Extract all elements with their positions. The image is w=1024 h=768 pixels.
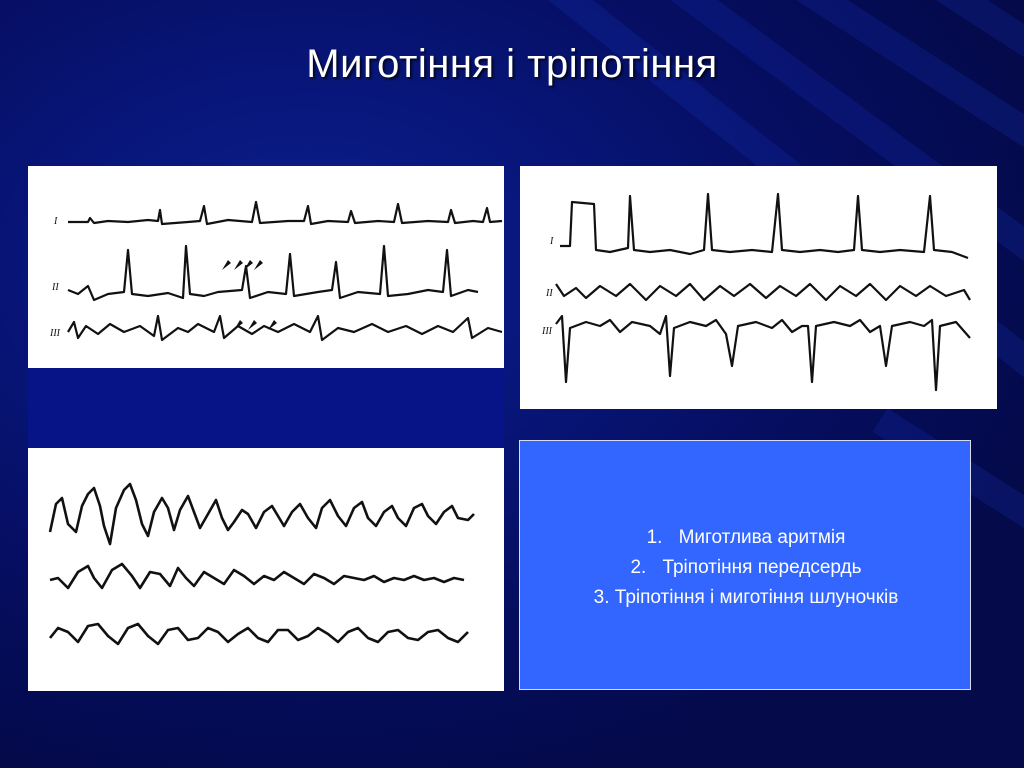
legend-text: Тріпотіння передсердь [662,557,862,578]
legend-item-atrial-fibrillation [520,523,972,553]
ecg-trace-lead-3 [68,316,502,340]
svg-text:III: III [542,326,552,337]
ecg-trace-2 [50,564,464,588]
ecg-atrial-flutter [520,166,997,409]
slide-title: Миготіння і тріпотіння [306,42,718,86]
lead-labels [49,216,61,339]
svg-text:II: II [52,282,59,293]
ecg-trace-lead-2 [68,246,478,300]
svg-text:II: II [546,288,553,299]
legend-number: 3. [593,587,610,608]
svg-text:I: I [54,216,58,227]
ecg-atrial-fibrillation [28,166,504,368]
ecg-trace-1 [50,484,474,544]
legend-item-ventricular-flutter-fibrillation [520,583,972,613]
legend-text: Миготлива аритмія [678,527,846,548]
ecg-trace-3 [50,624,468,644]
legend-list [520,523,972,613]
ecg-ventricular-flutter-fibrillation [28,448,504,691]
legend-text: Тріпотіння і миготіння шлуночків [614,587,899,608]
legend-item-atrial-flutter [520,553,972,583]
legend-number: 2. [630,557,647,578]
legend-box [519,440,971,690]
decorative-band [28,368,504,448]
ecg-trace-lead-2 [556,284,970,300]
lead-labels [541,236,554,337]
ecg-trace-lead-1 [68,202,502,224]
svg-text:I: I [550,236,554,247]
legend-number: 1. [646,527,663,548]
ecg-trace-lead-1 [560,194,968,258]
svg-text:III: III [50,328,60,339]
ecg-trace-lead-3 [556,316,970,390]
